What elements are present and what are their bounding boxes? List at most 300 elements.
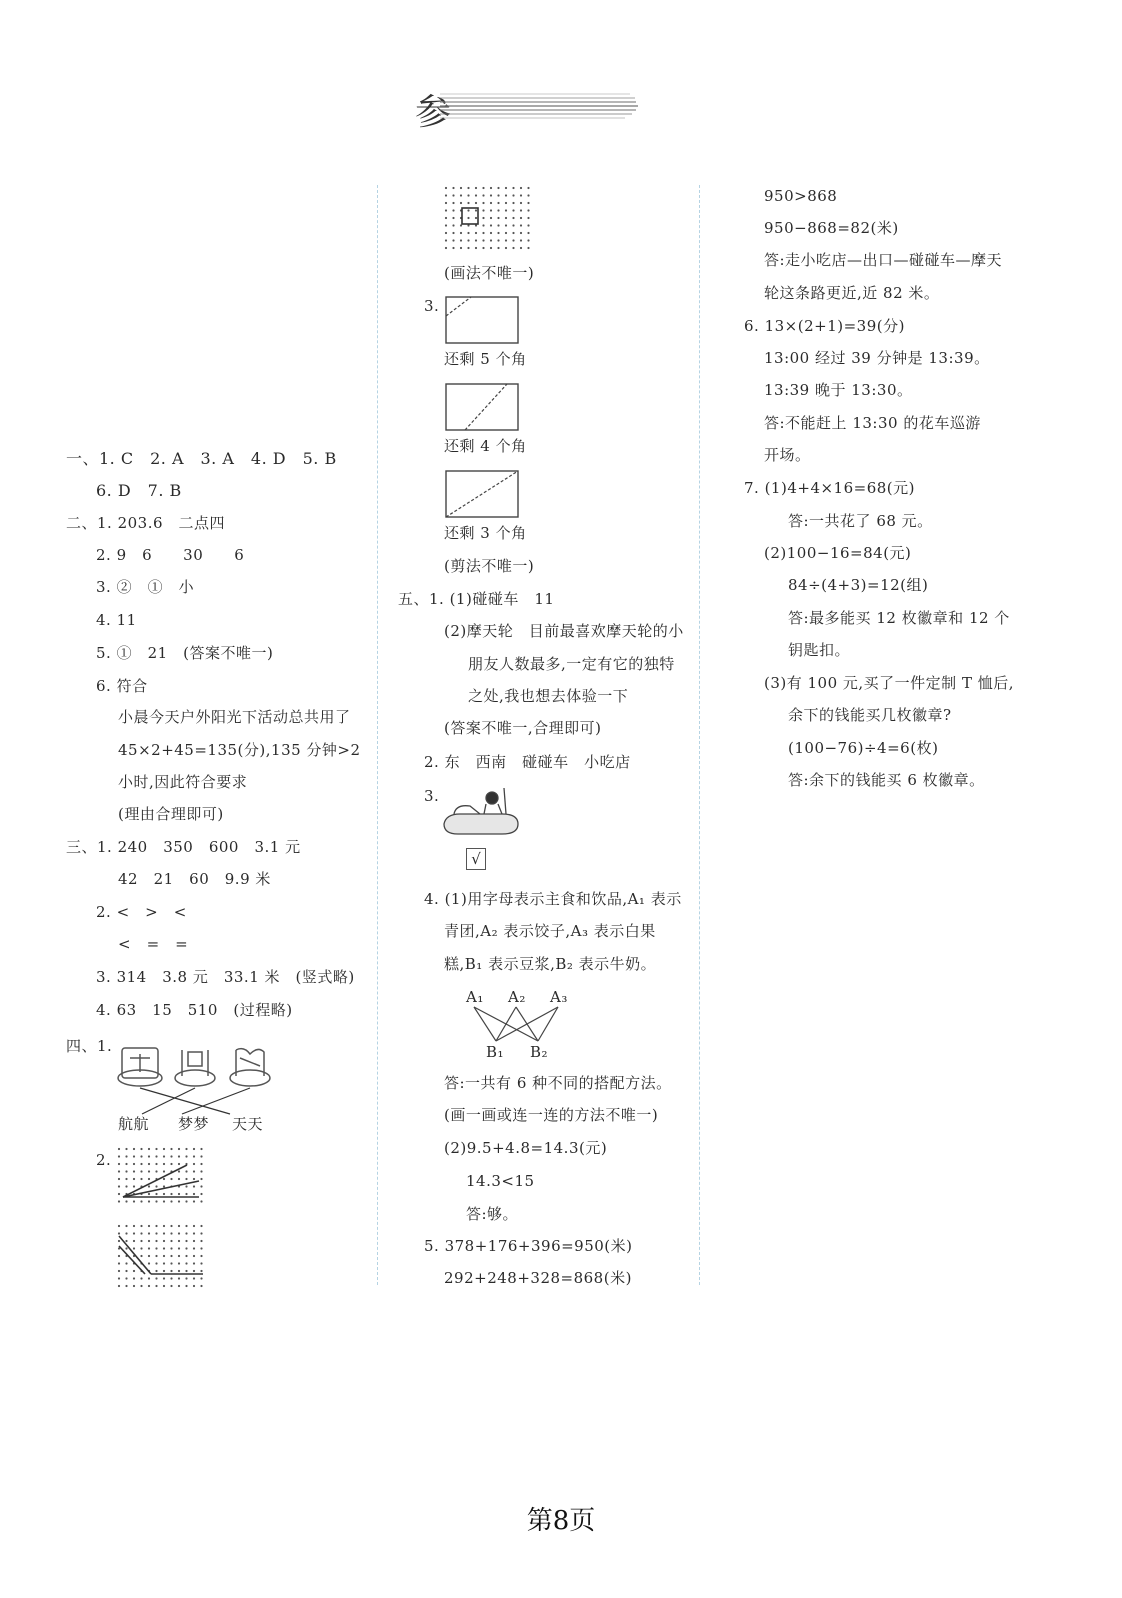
- answer-line: 青团,A₂ 表示饺子,A₃ 表示白果: [444, 922, 656, 940]
- grid-dot: [497, 217, 499, 219]
- grid-dot: [163, 1285, 165, 1287]
- grid-dot: [178, 1277, 180, 1279]
- grid-dot: [497, 209, 499, 211]
- grid-dot: [482, 232, 484, 234]
- answer-line: 五、1. (1)碰碰车 11: [398, 590, 555, 608]
- grid-dot: [163, 1178, 165, 1180]
- grid-dot: [200, 1225, 202, 1227]
- grid-dot: [505, 239, 507, 241]
- answer-line: 答:够。: [466, 1205, 519, 1223]
- grid-dot: [452, 209, 454, 211]
- grid-dot: [163, 1225, 165, 1227]
- grid-dot: [118, 1270, 120, 1272]
- grid-dot: [527, 232, 529, 234]
- grid-dot: [482, 247, 484, 249]
- grid-dot: [133, 1185, 135, 1187]
- corners-left-text: 还剩 5 个角: [444, 350, 527, 368]
- grid-dot: [140, 1232, 142, 1234]
- grid-dot: [520, 194, 522, 196]
- grid-dot: [193, 1285, 195, 1287]
- grid-dot: [125, 1285, 127, 1287]
- student-name: 天天: [232, 1115, 264, 1133]
- grid-dot: [155, 1255, 157, 1257]
- grid-dot: [155, 1240, 157, 1242]
- grid-dot: [200, 1255, 202, 1257]
- answer-line: 6. 13×(2+1)=39(分): [744, 317, 905, 335]
- grid-dot: [148, 1247, 150, 1249]
- answer-line: 开场。: [764, 446, 811, 464]
- grid-dot: [155, 1193, 157, 1195]
- answer-line: 答:一共花了 68 元。: [788, 512, 933, 530]
- grid-dot: [527, 217, 529, 219]
- grid-dot: [200, 1193, 202, 1195]
- grid-dot: [170, 1277, 172, 1279]
- corners-left-text: 还剩 3 个角: [444, 524, 527, 542]
- grid-dot: [452, 187, 454, 189]
- grid-dot: [505, 232, 507, 234]
- grid-dot: [505, 247, 507, 249]
- grid-dot: [497, 232, 499, 234]
- answer-line: 三、1. 240 350 600 3.1 元: [66, 838, 301, 856]
- student-name: 梦梦: [178, 1115, 210, 1133]
- grid-dot: [155, 1170, 157, 1172]
- grid-dot: [193, 1255, 195, 1257]
- grid-dot: [527, 224, 529, 226]
- grid-dot: [490, 202, 492, 204]
- answer-line: 2. 东 西南 碰碰车 小吃店: [424, 753, 631, 771]
- grid-dot: [505, 194, 507, 196]
- grid-dot: [163, 1277, 165, 1279]
- grid-dot: [148, 1178, 150, 1180]
- grid-dot: [445, 247, 447, 249]
- grid-dot: [490, 187, 492, 189]
- grid-dot: [148, 1232, 150, 1234]
- grid-dot: [200, 1270, 202, 1272]
- grid-dot: [520, 232, 522, 234]
- grid-dot: [155, 1247, 157, 1249]
- grid-dot: [475, 194, 477, 196]
- grid-dot: [497, 194, 499, 196]
- tree-label-bottom: B₂: [530, 1043, 549, 1061]
- answer-line: 4. 63 15 510 (过程略): [96, 1001, 293, 1019]
- answer-line: 四、1.: [66, 1037, 113, 1055]
- answer-line: 84÷(4+3)=12(组): [788, 576, 929, 594]
- grid-dot: [185, 1247, 187, 1249]
- grid-dot: [155, 1185, 157, 1187]
- answer-line: 950−868=82(米): [764, 219, 899, 237]
- answer-line: 答:一共有 6 种不同的搭配方法。: [444, 1074, 672, 1092]
- answer-line: 之处,我也想去体验一下: [468, 687, 629, 705]
- grid-dot: [148, 1155, 150, 1157]
- grid-dot: [163, 1163, 165, 1165]
- grid-dot: [155, 1277, 157, 1279]
- grid-dot: [475, 232, 477, 234]
- grid-dot: [170, 1225, 172, 1227]
- answer-line: 余下的钱能买几枚徽章?: [788, 706, 952, 724]
- grid-dot: [178, 1193, 180, 1195]
- grid-dot: [148, 1193, 150, 1195]
- grid-dot: [125, 1240, 127, 1242]
- grid-dot: [170, 1148, 172, 1150]
- grid-dot: [133, 1232, 135, 1234]
- grid-dot: [125, 1185, 127, 1187]
- grid-dot: [185, 1178, 187, 1180]
- grid-dot: [163, 1255, 165, 1257]
- grid-dot: [512, 202, 514, 204]
- answer-line: 13:00 经过 39 分钟是 13:39。: [764, 349, 990, 367]
- grid-dot: [118, 1225, 120, 1227]
- grid-dot: [125, 1247, 127, 1249]
- grid-dot: [118, 1277, 120, 1279]
- grid-dot: [125, 1270, 127, 1272]
- grid-dot: [163, 1193, 165, 1195]
- grid-dot: [467, 217, 469, 219]
- grid-dot: [460, 247, 462, 249]
- answer-line: 小晨今天户外阳光下活动总共用了: [118, 708, 351, 726]
- grid-dot: [520, 187, 522, 189]
- dot-grid-angle-2: [115, 1222, 205, 1286]
- grid-dot: [148, 1285, 150, 1287]
- grid-dot: [118, 1178, 120, 1180]
- grid-dot: [482, 217, 484, 219]
- answer-line: 13:39 晚于 13:30。: [764, 381, 913, 399]
- grid-dot: [155, 1285, 157, 1287]
- grid-dot: [193, 1262, 195, 1264]
- grid-dot: [155, 1232, 157, 1234]
- answer-line: (理由合理即可): [118, 805, 224, 823]
- tree-label-top: A₃: [550, 988, 568, 1006]
- grid-dot: [118, 1240, 120, 1242]
- grid-dot: [148, 1163, 150, 1165]
- grid-dot: [490, 239, 492, 241]
- grid-dot: [512, 187, 514, 189]
- grid-dot: [460, 232, 462, 234]
- combination-lines: [466, 1005, 576, 1045]
- grid-dot: [133, 1170, 135, 1172]
- grid-dot: [170, 1200, 172, 1202]
- column-divider-right: [699, 185, 700, 1285]
- answer-line: (2)100−16=84(元): [764, 544, 912, 562]
- grid-dot: [497, 247, 499, 249]
- grid-dot: [490, 247, 492, 249]
- grid-dot: [200, 1163, 202, 1165]
- tree-label-bottom: B₁: [486, 1043, 505, 1061]
- grid-dot: [445, 202, 447, 204]
- grid-dot: [497, 224, 499, 226]
- grid-dot: [200, 1185, 202, 1187]
- answer-line: (剪法不唯一): [444, 557, 535, 575]
- grid-dot: [163, 1170, 165, 1172]
- dot-grid-square: [442, 184, 532, 252]
- rectangle-cut-1: [445, 296, 519, 344]
- grid-dot: [452, 247, 454, 249]
- answer-line: 糕,B₁ 表示豆浆,B₂ 表示牛奶。: [444, 955, 657, 973]
- grid-dot: [133, 1247, 135, 1249]
- grid-dot: [133, 1200, 135, 1202]
- grid-dot: [133, 1240, 135, 1242]
- grid-dot: [193, 1200, 195, 1202]
- grid-dot: [512, 239, 514, 241]
- grid-dot: [133, 1285, 135, 1287]
- grid-dot: [140, 1240, 142, 1242]
- header-stripes-decoration: [440, 90, 640, 124]
- answer-line: 950>868: [764, 187, 838, 205]
- grid-dot: [125, 1178, 127, 1180]
- grid-dot: [140, 1247, 142, 1249]
- grid-dot: [467, 194, 469, 196]
- grid-dot: [133, 1163, 135, 1165]
- grid-dot: [148, 1240, 150, 1242]
- grid-dot: [460, 187, 462, 189]
- grid-dot: [490, 217, 492, 219]
- rectangle-cut-2: [445, 383, 519, 431]
- grid-dot: [200, 1247, 202, 1249]
- grid-dot: [482, 224, 484, 226]
- grid-dot: [178, 1225, 180, 1227]
- grid-dot: [193, 1277, 195, 1279]
- grid-dot: [148, 1148, 150, 1150]
- grid-dot: [497, 239, 499, 241]
- grid-dot: [155, 1262, 157, 1264]
- column-divider-left: [377, 185, 378, 1285]
- grid-dot: [148, 1277, 150, 1279]
- grid-dot: [185, 1155, 187, 1157]
- grid-dot: [118, 1232, 120, 1234]
- grid-dot: [475, 239, 477, 241]
- grid-dot: [148, 1170, 150, 1172]
- grid-dot: [490, 194, 492, 196]
- grid-dot: [178, 1247, 180, 1249]
- grid-dot: [512, 217, 514, 219]
- grid-dot: [467, 239, 469, 241]
- grid-dot: [148, 1262, 150, 1264]
- grid-dot: [505, 209, 507, 211]
- grid-dot: [460, 239, 462, 241]
- answer-line: 45×2+45=135(分),135 分钟>2: [118, 741, 361, 759]
- grid-dot: [527, 247, 529, 249]
- grid-dot: [185, 1262, 187, 1264]
- grid-dot: [133, 1225, 135, 1227]
- answer-line: 2.: [96, 1151, 112, 1169]
- grid-dot: [155, 1270, 157, 1272]
- grid-dot: [178, 1200, 180, 1202]
- grid-dot: [520, 239, 522, 241]
- answer-line: 7. (1)4+4×16=68(元): [744, 479, 915, 497]
- grid-dot: [118, 1163, 120, 1165]
- grid-dot: [140, 1200, 142, 1202]
- answer-line: 3. 314 3.8 元 33.1 米 (竖式略): [96, 968, 355, 986]
- grid-dot: [520, 202, 522, 204]
- grid-dot: [445, 194, 447, 196]
- grid-dot: [170, 1247, 172, 1249]
- student-name: 航航: [118, 1115, 150, 1133]
- answer-line: (2)摩天轮 目前最喜欢摩天轮的小: [444, 622, 684, 640]
- grid-dot: [505, 202, 507, 204]
- grid-dot: [452, 202, 454, 204]
- grid-dot: [512, 224, 514, 226]
- grid-dot: [200, 1148, 202, 1150]
- grid-dot: [200, 1170, 202, 1172]
- corners-left-text: 还剩 4 个角: [444, 437, 527, 455]
- grid-dot: [155, 1163, 157, 1165]
- grid-dot: [490, 232, 492, 234]
- grid-dot: [193, 1170, 195, 1172]
- grid-dot: [118, 1255, 120, 1257]
- grid-dot: [163, 1262, 165, 1264]
- grid-dot: [185, 1225, 187, 1227]
- grid-dot: [482, 239, 484, 241]
- answer-line: 14.3<15: [466, 1172, 535, 1190]
- grid-dot: [200, 1240, 202, 1242]
- grid-dot: [445, 187, 447, 189]
- page-number: 第8页: [526, 1506, 596, 1536]
- grid-dot: [193, 1270, 195, 1272]
- grid-dot: [193, 1148, 195, 1150]
- grid-dot: [445, 232, 447, 234]
- grid-dot: [178, 1178, 180, 1180]
- answer-line: 4. (1)用字母表示主食和饮品,A₁ 表示: [424, 890, 682, 908]
- grid-dot: [445, 224, 447, 226]
- grid-dot: [512, 247, 514, 249]
- grid-dot: [125, 1232, 127, 1234]
- grid-dot: [475, 202, 477, 204]
- grid-dot: [185, 1255, 187, 1257]
- grid-dot: [118, 1200, 120, 1202]
- grid-dot: [490, 224, 492, 226]
- grid-dot: [140, 1155, 142, 1157]
- grid-dot: [467, 209, 469, 211]
- grid-dot: [185, 1232, 187, 1234]
- grid-dot: [527, 187, 529, 189]
- grid-dot: [118, 1148, 120, 1150]
- grid-dot: [118, 1155, 120, 1157]
- grid-dot: [170, 1163, 172, 1165]
- grid-dot: [185, 1148, 187, 1150]
- grid-dot: [148, 1255, 150, 1257]
- grid-dot: [452, 194, 454, 196]
- grid-dot: [178, 1240, 180, 1242]
- grid-dot: [163, 1155, 165, 1157]
- grid-dot: [482, 187, 484, 189]
- grid-dot: [118, 1185, 120, 1187]
- grid-dot: [163, 1270, 165, 1272]
- grid-dot: [512, 194, 514, 196]
- grid-dot: [193, 1232, 195, 1234]
- tree-label-top: A₂: [508, 988, 526, 1006]
- grid-dot: [482, 194, 484, 196]
- answer-line: 答:余下的钱能买 6 枚徽章。: [788, 771, 985, 789]
- grid-dot: [193, 1247, 195, 1249]
- grid-dot: [170, 1193, 172, 1195]
- grid-dot: [170, 1240, 172, 1242]
- grid-dot: [118, 1262, 120, 1264]
- grid-dot: [178, 1155, 180, 1157]
- grid-dot: [170, 1178, 172, 1180]
- grid-dot: [163, 1240, 165, 1242]
- grid-dot: [200, 1232, 202, 1234]
- grid-dot: [193, 1155, 195, 1157]
- grid-dot: [155, 1155, 157, 1157]
- grid-dot: [193, 1163, 195, 1165]
- grid-dot: [467, 232, 469, 234]
- grid-dot: [482, 202, 484, 204]
- answer-line: (3)有 100 元,买了一件定制 T 恤后,: [764, 674, 1014, 692]
- grid-dot: [185, 1200, 187, 1202]
- answer-line: 钥匙扣。: [788, 641, 851, 659]
- rectangle-cut-3: [445, 470, 519, 518]
- grid-dot: [490, 209, 492, 211]
- grid-dot: [475, 217, 477, 219]
- grid-dot: [170, 1262, 172, 1264]
- answer-line: 答:不能赶上 13:30 的花车巡游: [764, 414, 981, 432]
- grid-dot: [140, 1285, 142, 1287]
- grid-dot: [185, 1193, 187, 1195]
- grid-dot: [178, 1270, 180, 1272]
- grid-dot: [200, 1262, 202, 1264]
- answer-line: 5. ① 21 (答案不唯一): [96, 644, 274, 662]
- grid-dot: [185, 1240, 187, 1242]
- grid-dot: [512, 232, 514, 234]
- grid-dot: [140, 1178, 142, 1180]
- grid-dot: [125, 1225, 127, 1227]
- grid-dot: [520, 209, 522, 211]
- view-matching-figure: [112, 1036, 272, 1116]
- grid-dot: [452, 224, 454, 226]
- grid-dot: [475, 187, 477, 189]
- grid-dot: [148, 1185, 150, 1187]
- answer-line: < = =: [118, 935, 189, 953]
- grid-dot: [467, 187, 469, 189]
- grid-dot: [512, 209, 514, 211]
- grid-dot: [185, 1185, 187, 1187]
- answer-line: 一、1. C 2. A 3. A 4. D 5. B: [66, 449, 337, 468]
- grid-dot: [200, 1178, 202, 1180]
- grid-dot: [520, 224, 522, 226]
- grid-dot: [178, 1232, 180, 1234]
- grid-dot: [140, 1170, 142, 1172]
- grid-dot: [520, 247, 522, 249]
- grid-dot: [185, 1285, 187, 1287]
- grid-dot: [445, 217, 447, 219]
- answer-line: (画一画或连一连的方法不唯一): [444, 1106, 659, 1124]
- grid-dot: [193, 1185, 195, 1187]
- grid-dot: [467, 247, 469, 249]
- answer-line: 4. 11: [96, 611, 137, 629]
- answer-line: 答:最多能买 12 枚徽章和 12 个: [788, 609, 1010, 627]
- grid-dot: [140, 1277, 142, 1279]
- grid-dot: [200, 1277, 202, 1279]
- grid-dot: [133, 1148, 135, 1150]
- grid-dot: [178, 1170, 180, 1172]
- grid-dot: [497, 187, 499, 189]
- grid-dot: [520, 217, 522, 219]
- tree-label-top: A₁: [466, 988, 484, 1006]
- grid-dot: [163, 1148, 165, 1150]
- grid-dot: [170, 1285, 172, 1287]
- grid-dot: [125, 1277, 127, 1279]
- grid-dot: [170, 1155, 172, 1157]
- grid-dot: [505, 187, 507, 189]
- grid-dot: [452, 217, 454, 219]
- grid-dot: [178, 1262, 180, 1264]
- grid-dot: [185, 1170, 187, 1172]
- grid-dot: [155, 1225, 157, 1227]
- grid-dot: [200, 1200, 202, 1202]
- grid-dot: [475, 247, 477, 249]
- grid-dot: [200, 1285, 202, 1287]
- grid-dot: [475, 209, 477, 211]
- grid-dot: [125, 1148, 127, 1150]
